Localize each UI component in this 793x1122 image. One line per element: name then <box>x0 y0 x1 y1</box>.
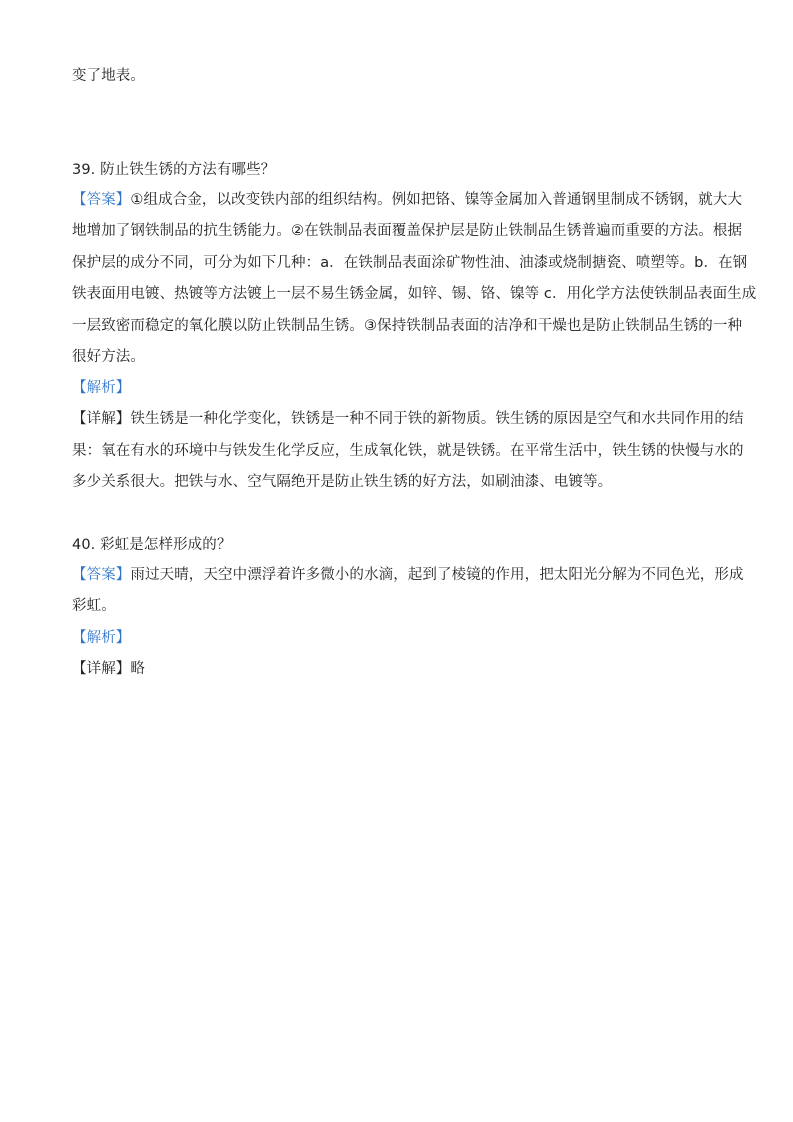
q39-analysis-tag: 【解析】 <box>72 380 131 396</box>
q39-answer-text-1: ①组成合金，以改变铁内部的组织结构。例如把铬、镍等金属加入普通钢里制成不锈钢，就大大 <box>130 192 743 208</box>
q39-answer-line-6: 很好方法。 <box>72 349 145 365</box>
q39-answer-line-5: 一层致密而稳定的氧化膜以防止铁制品生锈。③保持铁制品表面的洁净和干燥也是防止铁制品生锈的一种 <box>72 318 743 334</box>
q39-answer-tag: 【答案】 <box>72 192 131 208</box>
q39-answer-line-2: 地增加了钢铁制品的抗生锈能力。②在铁制品表面覆盖保护层是防止铁制品生锈普遍而重要的方法。根据 <box>72 223 743 239</box>
q40-detail-tag: 【详解】 <box>72 661 131 677</box>
q40-answer-line-1 <box>72 565 744 585</box>
q39-answer-line-1 <box>72 190 743 210</box>
q40-detail-line <box>72 659 722 679</box>
q39-detail-line-3: 多少关系很大。把铁与水、空气隔绝开是防止铁生锈的好方法，如刷油漆、电镀等。 <box>72 474 613 490</box>
previous-answer-tail-text: 变了地表。 <box>72 68 145 84</box>
question-39-title: 39. 防止铁生锈的方法有哪些？ <box>72 162 276 178</box>
question-40-title: 40. 彩虹是怎样形成的？ <box>72 537 232 553</box>
q39-detail-tag: 【详解】 <box>72 411 131 427</box>
q39-detail-line-2: 果：氧在有水的环境中与铁发生化学反应，生成氧化铁，就是铁锈。在平常生活中，铁生锈的快慢与水的 <box>72 443 744 459</box>
q39-detail-line-1 <box>72 409 744 429</box>
q40-answer-line-2: 彩虹。 <box>72 598 116 614</box>
previous-answer-tail <box>72 66 722 86</box>
q40-detail-text: 略 <box>130 661 146 677</box>
q40-answer-text-1: 雨过天晴，天空中漂浮着许多微小的水滴，起到了棱镜的作用，把太阳光分解为不同色光，形成 <box>130 567 744 583</box>
q39-detail-text-1: 铁生锈是一种化学变化，铁锈是一种不同于铁的新物质。铁生锈的原因是空气和水共同作用的结 <box>130 411 744 427</box>
q40-answer-tag: 【答案】 <box>72 567 131 583</box>
q39-answer-line-3: 保护层的成分不同，可分为如下几种：a．在铁制品表面涂矿物性油、油漆或烧制搪瓷、喷塑等。b．在钢 <box>72 255 748 271</box>
q40-analysis-tag: 【解析】 <box>72 630 131 646</box>
q39-answer-line-4: 铁表面用电镀、热镀等方法镀上一层不易生锈金属，如锌、锡、铬、镍等 c．用化学方法使铁制品表面生成 <box>72 286 757 302</box>
